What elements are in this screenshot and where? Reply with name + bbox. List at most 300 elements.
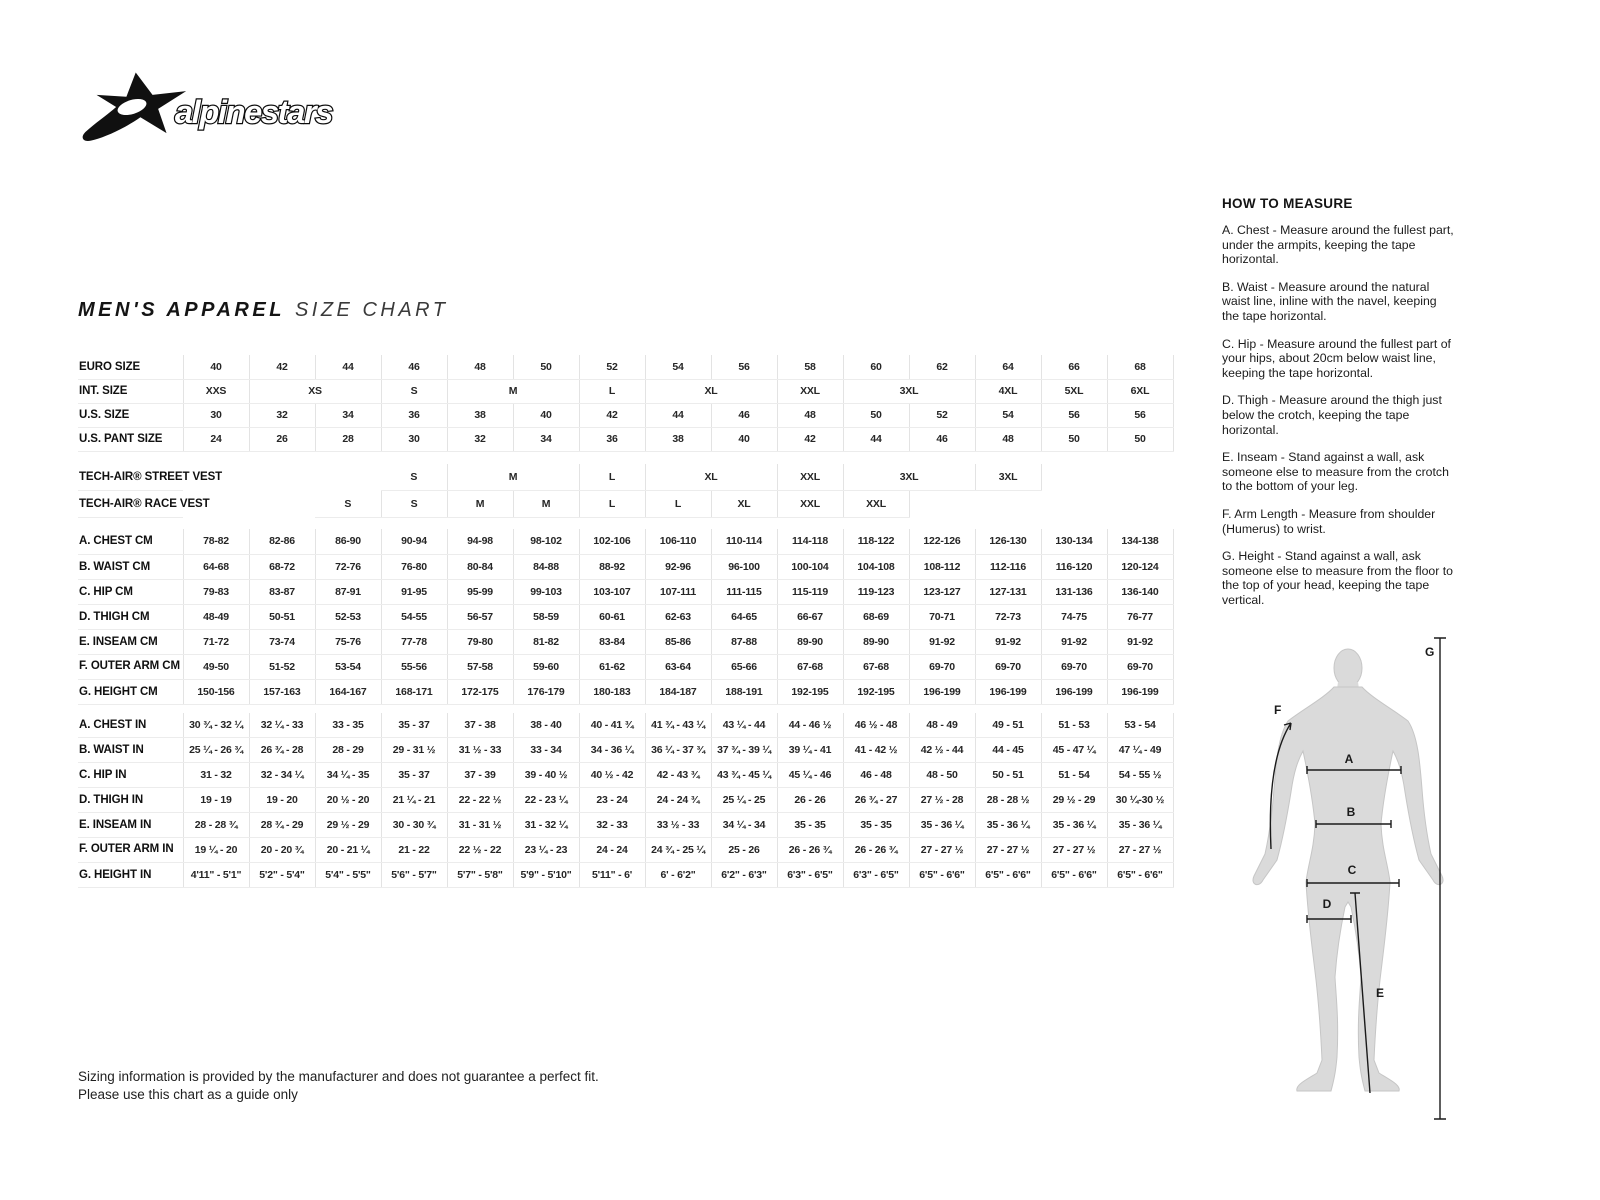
size-cell: 196-199 bbox=[975, 679, 1041, 704]
size-cell: 3XL bbox=[843, 379, 975, 403]
size-cell: 66-67 bbox=[777, 604, 843, 629]
size-cell: 51 - 53 bbox=[1041, 713, 1107, 738]
label-b: B bbox=[1346, 805, 1356, 819]
size-cell: 46 - 48 bbox=[843, 763, 909, 788]
page-title-primary: MEN'S APPAREL bbox=[78, 299, 285, 321]
size-cell: 88-92 bbox=[579, 554, 645, 579]
size-cell: 84-88 bbox=[513, 554, 579, 579]
measure-instruction: A. Chest - Measure around the fullest part, under the armpits, keeping the tape horizontal. bbox=[1222, 223, 1454, 267]
size-cell bbox=[975, 491, 1041, 518]
table-row bbox=[78, 554, 1173, 579]
size-cell: L bbox=[579, 491, 645, 518]
size-cell: 5'6" - 5'7" bbox=[381, 863, 447, 888]
size-cell: 41 ¾ - 43 ¼ bbox=[645, 713, 711, 738]
size-cell: 6'5" - 6'6" bbox=[1107, 863, 1173, 888]
size-cell: 42 bbox=[777, 427, 843, 451]
size-cell: 54 bbox=[645, 355, 711, 379]
size-cell: 56-57 bbox=[447, 604, 513, 629]
size-cell: 23 - 24 bbox=[579, 788, 645, 813]
size-cell: 46 ½ - 48 bbox=[843, 713, 909, 738]
size-cell: 60 bbox=[843, 355, 909, 379]
measure-instruction: C. Hip - Measure around the fullest part of your hips, about 20cm below waist line, keeping the tape horizontal. bbox=[1222, 336, 1451, 380]
table-row bbox=[78, 679, 1173, 704]
size-cell: 42 bbox=[579, 403, 645, 427]
size-cell: 40 bbox=[183, 355, 249, 379]
size-cell: 56 bbox=[1107, 403, 1173, 427]
size-cell: 6'5" - 6'6" bbox=[975, 863, 1041, 888]
row-label: B. WAIST IN bbox=[78, 738, 183, 763]
size-cell: 37 - 38 bbox=[447, 713, 513, 738]
size-cell: 118-122 bbox=[843, 529, 909, 554]
size-cell: 92-96 bbox=[645, 554, 711, 579]
size-cell: 83-87 bbox=[249, 579, 315, 604]
size-cell: 103-107 bbox=[579, 579, 645, 604]
size-cell: 22 - 22 ½ bbox=[447, 788, 513, 813]
size-cell: 38 bbox=[447, 403, 513, 427]
size-table-group-cm bbox=[78, 529, 1174, 705]
size-cell: 106-110 bbox=[645, 529, 711, 554]
size-cell: 28 bbox=[315, 427, 381, 451]
size-cell: 6'5" - 6'6" bbox=[909, 863, 975, 888]
table-row bbox=[78, 838, 1173, 863]
size-cell: XXL bbox=[777, 491, 843, 518]
how-to-measure bbox=[1222, 196, 1456, 620]
size-cell: 122-126 bbox=[909, 529, 975, 554]
size-cell: 66 bbox=[1041, 355, 1107, 379]
size-cell: 44 - 46 ½ bbox=[777, 713, 843, 738]
size-table bbox=[78, 355, 1178, 888]
size-cell: 47 ¼ - 49 bbox=[1107, 738, 1173, 763]
size-cell: 94-98 bbox=[447, 529, 513, 554]
size-cell: 61-62 bbox=[579, 654, 645, 679]
size-cell: 69-70 bbox=[975, 654, 1041, 679]
size-cell: M bbox=[447, 491, 513, 518]
size-cell: 55-56 bbox=[381, 654, 447, 679]
size-cell: 27 ½ - 28 bbox=[909, 788, 975, 813]
size-cell: 115-119 bbox=[777, 579, 843, 604]
size-cell: 77-78 bbox=[381, 629, 447, 654]
size-cell: 26 - 26 bbox=[777, 788, 843, 813]
size-cell: 71-72 bbox=[183, 629, 249, 654]
table-row bbox=[78, 491, 1173, 518]
row-label: A. CHEST IN bbox=[78, 713, 183, 738]
size-cell bbox=[1041, 491, 1107, 518]
size-cell: 25 - 26 bbox=[711, 838, 777, 863]
size-cell: 6'3" - 6'5" bbox=[843, 863, 909, 888]
row-label: C. HIP IN bbox=[78, 763, 183, 788]
row-label: G. HEIGHT IN bbox=[78, 863, 183, 888]
size-cell: 24 - 24 bbox=[579, 838, 645, 863]
size-cell: 56 bbox=[1041, 403, 1107, 427]
size-cell: 35 - 36 ¼ bbox=[1041, 813, 1107, 838]
size-cell: 192-195 bbox=[843, 679, 909, 704]
table-row bbox=[78, 738, 1173, 763]
size-cell: 196-199 bbox=[1041, 679, 1107, 704]
size-cell: 64-68 bbox=[183, 554, 249, 579]
size-cell: 24 bbox=[183, 427, 249, 451]
size-cell: 30 - 30 ¾ bbox=[381, 813, 447, 838]
size-cell: 68 bbox=[1107, 355, 1173, 379]
size-cell: 3XL bbox=[843, 464, 975, 491]
size-cell: 38 bbox=[645, 427, 711, 451]
size-cell: 89-90 bbox=[777, 629, 843, 654]
size-cell: 29 ½ - 29 bbox=[1041, 788, 1107, 813]
size-cell: 112-116 bbox=[975, 554, 1041, 579]
table-row bbox=[78, 355, 1173, 379]
size-cell: 43 ¼ - 44 bbox=[711, 713, 777, 738]
size-cell: 69-70 bbox=[1041, 654, 1107, 679]
size-cell: 35 - 37 bbox=[381, 763, 447, 788]
size-cell: XXL bbox=[777, 464, 843, 491]
size-cell: 44 bbox=[843, 427, 909, 451]
size-cell: 33 - 35 bbox=[315, 713, 381, 738]
size-cell: 39 - 40 ½ bbox=[513, 763, 579, 788]
size-cell: 116-120 bbox=[1041, 554, 1107, 579]
table-row bbox=[78, 403, 1173, 427]
size-cell: 91-92 bbox=[909, 629, 975, 654]
size-table-group-vests bbox=[78, 464, 1173, 519]
size-cell: 34 bbox=[513, 427, 579, 451]
size-cell: 34 bbox=[315, 403, 381, 427]
size-cell: 136-140 bbox=[1107, 579, 1173, 604]
size-cell: 150-156 bbox=[183, 679, 249, 704]
table-row bbox=[78, 604, 1173, 629]
size-cell: 26 ¾ - 27 bbox=[843, 788, 909, 813]
size-cell: S bbox=[381, 491, 447, 518]
size-cell: 45 - 47 ¼ bbox=[1041, 738, 1107, 763]
size-cell: 62 bbox=[909, 355, 975, 379]
size-cell: 50 bbox=[1107, 427, 1173, 451]
table-row bbox=[78, 529, 1173, 554]
size-cell: L bbox=[579, 464, 645, 491]
row-label: E. INSEAM IN bbox=[78, 813, 183, 838]
size-cell: 72-73 bbox=[975, 604, 1041, 629]
size-cell: 19 ¼ - 20 bbox=[183, 838, 249, 863]
size-cell: 68-72 bbox=[249, 554, 315, 579]
size-cell: 91-92 bbox=[975, 629, 1041, 654]
size-cell: XS bbox=[249, 379, 381, 403]
size-cell: 68-69 bbox=[843, 604, 909, 629]
size-cell: 134-138 bbox=[1107, 529, 1173, 554]
size-cell: 120-124 bbox=[1107, 554, 1173, 579]
size-cell: 50-51 bbox=[249, 604, 315, 629]
size-cell bbox=[249, 491, 315, 518]
size-cell: 82-86 bbox=[249, 529, 315, 554]
size-cell: 5'2" - 5'4" bbox=[249, 863, 315, 888]
size-cell: 86-90 bbox=[315, 529, 381, 554]
row-label: D. THIGH CM bbox=[78, 604, 183, 629]
size-cell: 3XL bbox=[975, 464, 1041, 491]
size-cell: 99-103 bbox=[513, 579, 579, 604]
size-cell: 50 bbox=[843, 403, 909, 427]
measure-instruction: D. Thigh - Measure around the thigh just below the crotch, keeping the tape horizontal. bbox=[1222, 393, 1442, 437]
size-cell: 26 ¾ - 28 bbox=[249, 738, 315, 763]
size-cell: 85-86 bbox=[645, 629, 711, 654]
size-cell: 27 - 27 ½ bbox=[1107, 838, 1173, 863]
size-cell: 26 - 26 ¾ bbox=[777, 838, 843, 863]
size-cell: 24 ¾ - 25 ¼ bbox=[645, 838, 711, 863]
size-cell: 126-130 bbox=[975, 529, 1041, 554]
size-cell: XXL bbox=[777, 379, 843, 403]
size-cell: 157-163 bbox=[249, 679, 315, 704]
size-cell: 6'5" - 6'6" bbox=[1041, 863, 1107, 888]
size-cell: 5XL bbox=[1041, 379, 1107, 403]
measure-instruction: E. Inseam - Stand against a wall, ask someone else to measure from the crotch to the bottom of your leg. bbox=[1222, 450, 1449, 494]
disclaimer bbox=[78, 1068, 599, 1103]
row-label: TECH-AIR® STREET VEST bbox=[78, 464, 183, 491]
size-cell: 40 - 41 ¾ bbox=[579, 713, 645, 738]
size-cell: 27 - 27 ½ bbox=[909, 838, 975, 863]
size-cell: 63-64 bbox=[645, 654, 711, 679]
size-cell: S bbox=[315, 491, 381, 518]
size-cell: XXL bbox=[843, 491, 909, 518]
size-cell: 64-65 bbox=[711, 604, 777, 629]
size-cell: 35 - 36 ¼ bbox=[909, 813, 975, 838]
size-cell: 30 ¼-30 ½ bbox=[1107, 788, 1173, 813]
row-label: F. OUTER ARM IN bbox=[78, 838, 183, 863]
disclaimer-line2: Please use this chart as a guide only bbox=[78, 1086, 298, 1102]
row-label: U.S. SIZE bbox=[78, 403, 183, 427]
measure-instructions bbox=[1222, 223, 1456, 607]
size-cell: M bbox=[513, 491, 579, 518]
size-cell: 35 - 35 bbox=[777, 813, 843, 838]
size-cell: 46 bbox=[381, 355, 447, 379]
size-cell: 79-80 bbox=[447, 629, 513, 654]
size-cell: 5'4" - 5'5" bbox=[315, 863, 381, 888]
size-cell: 131-136 bbox=[1041, 579, 1107, 604]
size-cell: 39 ¼ - 41 bbox=[777, 738, 843, 763]
size-cell: 32 ¼ - 33 bbox=[249, 713, 315, 738]
size-cell: 19 - 20 bbox=[249, 788, 315, 813]
measure-instruction: F. Arm Length - Measure from shoulder (Humerus) to wrist. bbox=[1222, 506, 1436, 536]
size-cell: 69-70 bbox=[909, 654, 975, 679]
size-cell: 49 - 51 bbox=[975, 713, 1041, 738]
page-title bbox=[78, 299, 448, 322]
row-label: U.S. PANT SIZE bbox=[78, 427, 183, 451]
size-cell: L bbox=[645, 491, 711, 518]
size-cell: 72-76 bbox=[315, 554, 381, 579]
label-g: G bbox=[1425, 645, 1435, 659]
table-row bbox=[78, 379, 1173, 403]
table-row bbox=[78, 813, 1173, 838]
size-cell: 23 ¼ - 23 bbox=[513, 838, 579, 863]
size-cell: 102-106 bbox=[579, 529, 645, 554]
size-cell: 54-55 bbox=[381, 604, 447, 629]
size-cell: 48 bbox=[447, 355, 513, 379]
size-cell: 56 bbox=[711, 355, 777, 379]
table-row bbox=[78, 629, 1173, 654]
size-cell: M bbox=[447, 464, 579, 491]
size-cell: 4'11" - 5'1" bbox=[183, 863, 249, 888]
size-cell: 52-53 bbox=[315, 604, 381, 629]
alpinestars-logo bbox=[76, 68, 356, 151]
size-cell: 45 ¼ - 46 bbox=[777, 763, 843, 788]
size-cell: 46 bbox=[909, 427, 975, 451]
size-cell: 52 bbox=[579, 355, 645, 379]
size-cell: 164-167 bbox=[315, 679, 381, 704]
size-cell: 32 - 33 bbox=[579, 813, 645, 838]
label-a: A bbox=[1344, 752, 1354, 766]
size-cell: 31 - 32 bbox=[183, 763, 249, 788]
size-cell: 44 - 45 bbox=[975, 738, 1041, 763]
size-cell bbox=[1107, 464, 1173, 491]
size-cell: 26 - 26 ¾ bbox=[843, 838, 909, 863]
measurement-diagram bbox=[1228, 624, 1478, 1134]
size-cell: 32 bbox=[249, 403, 315, 427]
size-cell: 78-82 bbox=[183, 529, 249, 554]
size-cell: 37 ¾ - 39 ¼ bbox=[711, 738, 777, 763]
size-cell: 51 - 54 bbox=[1041, 763, 1107, 788]
size-cell: 48 - 50 bbox=[909, 763, 975, 788]
size-cell: 43 ¾ - 45 ¼ bbox=[711, 763, 777, 788]
table-row bbox=[78, 427, 1173, 451]
measure-instruction: B. Waist - Measure around the natural waist line, inline with the navel, keeping the tape horizontal. bbox=[1222, 279, 1437, 323]
size-cell: 5'9" - 5'10" bbox=[513, 863, 579, 888]
size-cell: 36 bbox=[381, 403, 447, 427]
table-row bbox=[78, 654, 1173, 679]
size-cell: 83-84 bbox=[579, 629, 645, 654]
row-label: G. HEIGHT CM bbox=[78, 679, 183, 704]
label-d: D bbox=[1322, 897, 1332, 911]
size-cell: 5'11" - 6' bbox=[579, 863, 645, 888]
size-cell: 31 - 31 ½ bbox=[447, 813, 513, 838]
size-cell: 21 ¼ - 21 bbox=[381, 788, 447, 813]
size-cell: 34 ¼ - 34 bbox=[711, 813, 777, 838]
size-cell: 32 bbox=[447, 427, 513, 451]
size-cell: 81-82 bbox=[513, 629, 579, 654]
size-cell: 19 - 19 bbox=[183, 788, 249, 813]
size-cell: 6' - 6'2" bbox=[645, 863, 711, 888]
size-cell: 114-118 bbox=[777, 529, 843, 554]
size-cell: 42 bbox=[249, 355, 315, 379]
size-cell: 48 - 49 bbox=[909, 713, 975, 738]
size-cell: 168-171 bbox=[381, 679, 447, 704]
size-cell: 20 ½ - 20 bbox=[315, 788, 381, 813]
size-cell: 111-115 bbox=[711, 579, 777, 604]
size-cell: 24 - 24 ¾ bbox=[645, 788, 711, 813]
size-cell: 22 ½ - 22 bbox=[447, 838, 513, 863]
size-table-group-sizes bbox=[78, 355, 1174, 452]
size-cell: 196-199 bbox=[909, 679, 975, 704]
size-cell: 74-75 bbox=[1041, 604, 1107, 629]
row-label: B. WAIST CM bbox=[78, 554, 183, 579]
size-cell: 41 - 42 ½ bbox=[843, 738, 909, 763]
size-cell bbox=[1041, 464, 1107, 491]
size-cell: 50 bbox=[1041, 427, 1107, 451]
size-cell bbox=[1107, 491, 1173, 518]
size-cell: 30 bbox=[183, 403, 249, 427]
size-cell: 104-108 bbox=[843, 554, 909, 579]
alpinestars-logo-svg bbox=[76, 68, 356, 146]
disclaimer-line1: Sizing information is provided by the manufacturer and does not guarantee a perfect fit. bbox=[78, 1069, 599, 1084]
size-cell: XL bbox=[711, 491, 777, 518]
size-cell: 65-66 bbox=[711, 654, 777, 679]
how-to-measure-heading: HOW TO MEASURE bbox=[1222, 196, 1353, 211]
size-cell: 130-134 bbox=[1041, 529, 1107, 554]
size-cell: 49-50 bbox=[183, 654, 249, 679]
logo-wordmark: alpinestars bbox=[174, 92, 332, 130]
table-row bbox=[78, 763, 1173, 788]
size-cell bbox=[249, 464, 315, 491]
size-cell bbox=[315, 464, 381, 491]
row-label: A. CHEST CM bbox=[78, 529, 183, 554]
size-cell: 46 bbox=[711, 403, 777, 427]
size-cell: 50 bbox=[513, 355, 579, 379]
size-cell: 100-104 bbox=[777, 554, 843, 579]
size-cell: 127-131 bbox=[975, 579, 1041, 604]
table-row bbox=[78, 713, 1173, 738]
measure-instruction: G. Height - Stand against a wall, ask someone else to measure from the floor to the top of your head, keeping the tape vertical. bbox=[1222, 549, 1454, 607]
table-row bbox=[78, 464, 1173, 491]
size-cell: 91-92 bbox=[1107, 629, 1173, 654]
size-cell: 40 ½ - 42 bbox=[579, 763, 645, 788]
size-cell: 28 - 28 ½ bbox=[975, 788, 1041, 813]
size-cell: 25 ¼ - 26 ¾ bbox=[183, 738, 249, 763]
size-cell: 33 ½ - 33 bbox=[645, 813, 711, 838]
size-cell: 48-49 bbox=[183, 604, 249, 629]
size-cell: 184-187 bbox=[645, 679, 711, 704]
size-cell: 60-61 bbox=[579, 604, 645, 629]
size-cell: 57-58 bbox=[447, 654, 513, 679]
size-cell: 196-199 bbox=[1107, 679, 1173, 704]
row-label: TECH-AIR® RACE VEST bbox=[78, 491, 183, 518]
row-label: C. HIP CM bbox=[78, 579, 183, 604]
size-cell: 52 bbox=[909, 403, 975, 427]
size-cell: 69-70 bbox=[1107, 654, 1173, 679]
size-cell: 73-74 bbox=[249, 629, 315, 654]
size-cell: 54 - 55 ½ bbox=[1107, 763, 1173, 788]
size-cell: 80-84 bbox=[447, 554, 513, 579]
size-cell: 75-76 bbox=[315, 629, 381, 654]
size-cell: 67-68 bbox=[843, 654, 909, 679]
size-cell: 27 - 27 ½ bbox=[975, 838, 1041, 863]
size-cell: 32 - 34 ¼ bbox=[249, 763, 315, 788]
size-cell: 91-92 bbox=[1041, 629, 1107, 654]
size-cell: 4XL bbox=[975, 379, 1041, 403]
row-label: F. OUTER ARM CM bbox=[78, 654, 183, 679]
size-cell: 29 ½ - 29 bbox=[315, 813, 381, 838]
size-table-group-in bbox=[78, 713, 1174, 889]
size-cell: 20 - 21 ¼ bbox=[315, 838, 381, 863]
table-row bbox=[78, 579, 1173, 604]
size-cell: 48 bbox=[975, 427, 1041, 451]
size-cell: 38 - 40 bbox=[513, 713, 579, 738]
size-cell: 44 bbox=[315, 355, 381, 379]
table-row bbox=[78, 788, 1173, 813]
size-cell: 22 - 23 ¼ bbox=[513, 788, 579, 813]
size-cell: S bbox=[381, 379, 447, 403]
size-cell: 31 - 32 ¼ bbox=[513, 813, 579, 838]
size-cell: XL bbox=[645, 464, 777, 491]
size-cell: 110-114 bbox=[711, 529, 777, 554]
label-f: F bbox=[1274, 703, 1282, 717]
size-cell: 176-179 bbox=[513, 679, 579, 704]
size-cell: 29 - 31 ½ bbox=[381, 738, 447, 763]
size-cell: 6'3" - 6'5" bbox=[777, 863, 843, 888]
row-label: EURO SIZE bbox=[78, 355, 183, 379]
size-cell: 35 - 36 ¼ bbox=[975, 813, 1041, 838]
size-cell: 28 ¾ - 29 bbox=[249, 813, 315, 838]
size-cell: 20 - 20 ¾ bbox=[249, 838, 315, 863]
size-cell: 62-63 bbox=[645, 604, 711, 629]
size-cell: 6'2" - 6'3" bbox=[711, 863, 777, 888]
size-cell: M bbox=[447, 379, 579, 403]
size-cell: 30 bbox=[381, 427, 447, 451]
size-cell: 42 ½ - 44 bbox=[909, 738, 975, 763]
size-cell: 21 - 22 bbox=[381, 838, 447, 863]
size-cell: 51-52 bbox=[249, 654, 315, 679]
size-cell: 58-59 bbox=[513, 604, 579, 629]
